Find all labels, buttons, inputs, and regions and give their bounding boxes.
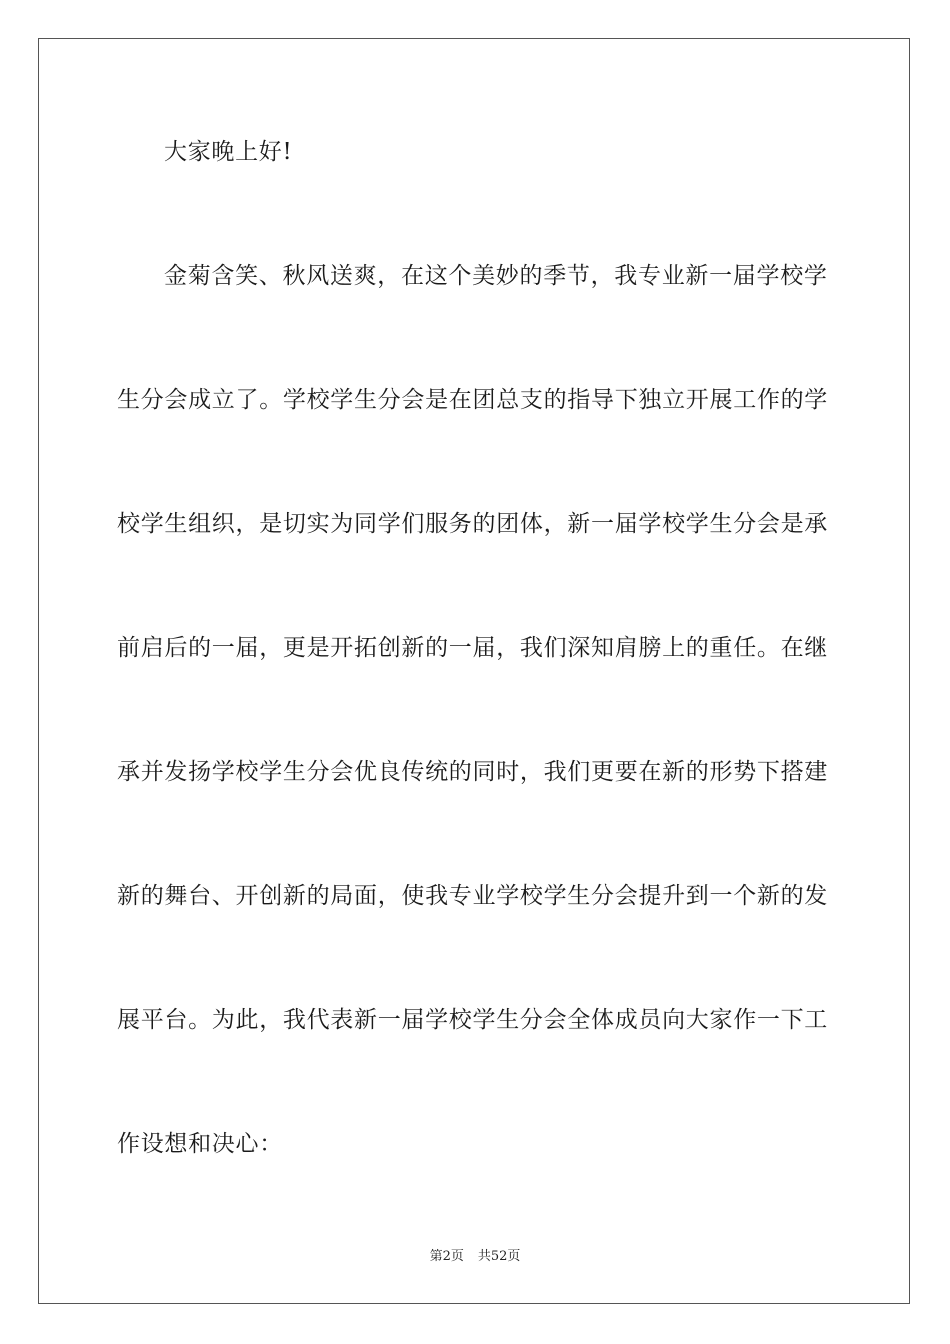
paragraph-line-3: 校学生组织，是切实为同学们服务的团体，新一届学校学生分会是承 xyxy=(117,511,828,537)
paragraph-line-6: 新的舞台、开创新的局面，使我专业学校学生分会提升到一个新的发 xyxy=(117,883,828,909)
paragraph-line-8: 作设想和决心： xyxy=(117,1131,283,1157)
page-border xyxy=(38,38,910,1304)
paragraph-line-2: 生分会成立了。学校学生分会是在团总支的指导下独立开展工作的学 xyxy=(117,387,828,413)
page-total: 共52页 xyxy=(477,1249,521,1264)
page-number: 第2页 xyxy=(429,1249,464,1264)
paragraph-line-4: 前启后的一届，更是开拓创新的一届，我们深知肩膀上的重任。在继 xyxy=(117,635,828,661)
greeting-line: 大家晚上好! xyxy=(164,139,293,165)
page-footer xyxy=(0,1248,950,1266)
paragraph-line-1: 金菊含笑、秋风送爽，在这个美妙的季节，我专业新一届学校学 xyxy=(164,263,828,289)
paragraph-line-7: 展平台。为此，我代表新一届学校学生分会全体成员向大家作一下工 xyxy=(117,1007,828,1033)
paragraph-line-5: 承并发扬学校学生分会优良传统的同时，我们更要在新的形势下搭建 xyxy=(117,759,828,785)
